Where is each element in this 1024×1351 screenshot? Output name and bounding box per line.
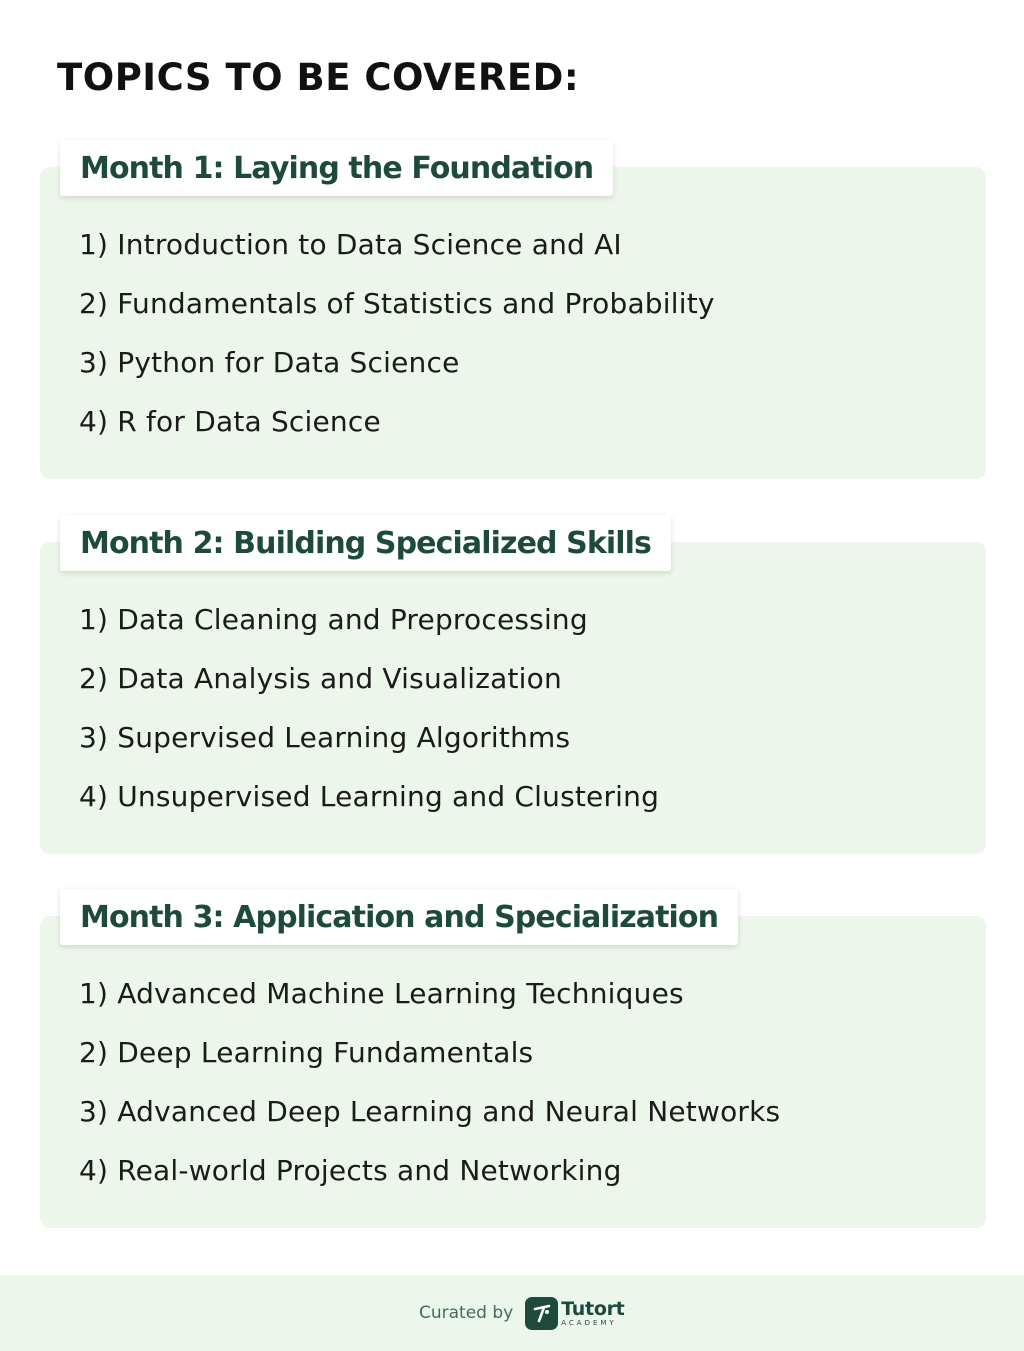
tutort-logo-icon xyxy=(525,1297,558,1330)
curated-label: Curated by xyxy=(419,1303,514,1323)
page-title: TOPICS TO BE COVERED: xyxy=(57,56,580,99)
topic-item: 2) Data Analysis and Visualization xyxy=(79,662,562,695)
topic-item: 1) Data Cleaning and Preprocessing xyxy=(79,603,588,636)
topic-list xyxy=(79,225,715,461)
section-header xyxy=(60,140,613,196)
topic-list xyxy=(79,600,659,836)
topic-item: 3) Python for Data Science xyxy=(79,346,460,379)
topic-item: 1) Introduction to Data Science and AI xyxy=(79,228,622,261)
topic-item: 2) Fundamentals of Statistics and Probability xyxy=(79,287,715,320)
section-title: Month 2: Building Specialized Skills xyxy=(80,525,651,561)
section-title: Month 1: Laying the Foundation xyxy=(80,150,594,186)
topic-item: 4) Unsupervised Learning and Clustering xyxy=(79,780,660,813)
topic-item: 4) Real-world Projects and Networking xyxy=(79,1154,622,1187)
logo-sub: ACADEMY xyxy=(561,1318,617,1327)
topic-item: 4) R for Data Science xyxy=(79,405,381,438)
logo-name: Tutort xyxy=(561,1297,625,1320)
section-header xyxy=(60,515,671,571)
footer xyxy=(0,1275,1024,1351)
topic-item: 1) Advanced Machine Learning Techniques xyxy=(79,977,684,1010)
section-title: Month 3: Application and Specialization xyxy=(80,899,719,935)
topic-item: 3) Advanced Deep Learning and Neural Networks xyxy=(79,1095,781,1128)
topic-item: 2) Deep Learning Fundamentals xyxy=(79,1036,534,1069)
footer-credit xyxy=(419,1295,624,1331)
tutort-logo xyxy=(561,1299,624,1328)
topic-item: 3) Supervised Learning Algorithms xyxy=(79,721,571,754)
section-header xyxy=(60,889,738,945)
topic-list xyxy=(79,974,780,1210)
